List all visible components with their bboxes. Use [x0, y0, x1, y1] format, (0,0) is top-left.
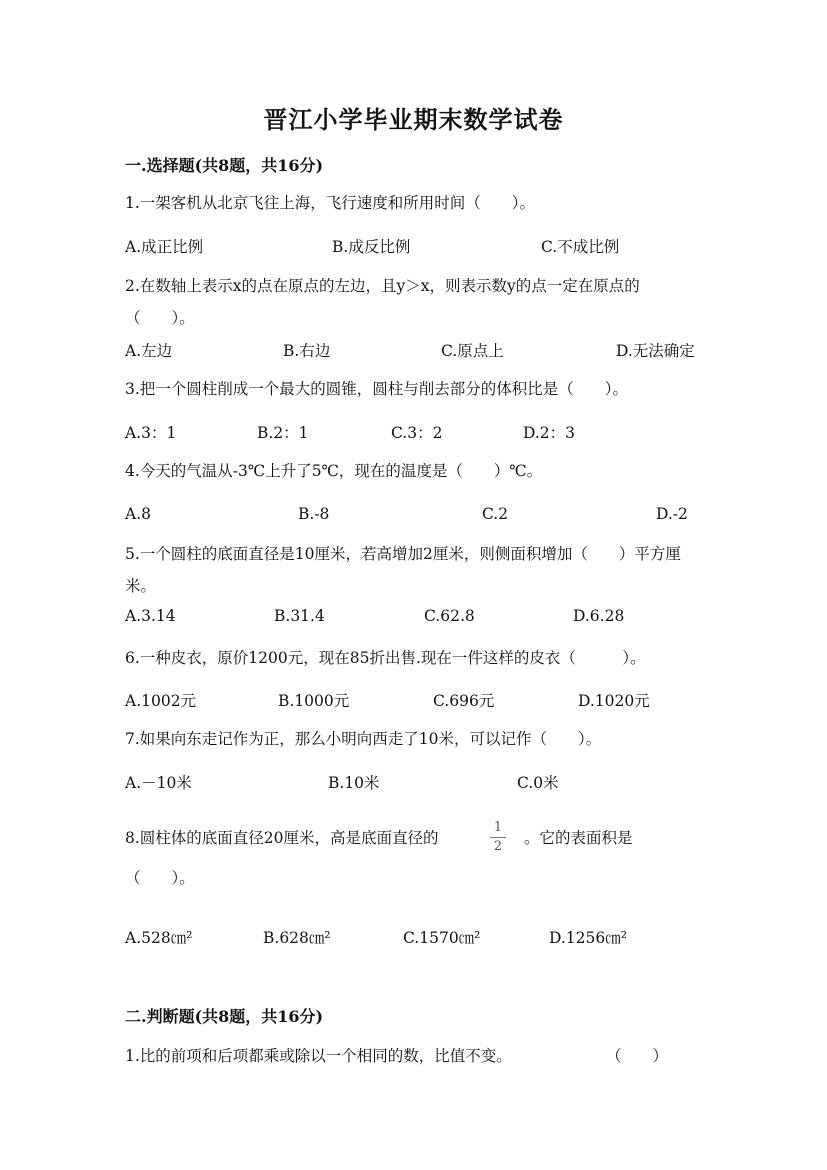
section-heading-choice: 一.选择题(共8题，共16分) — [125, 156, 324, 175]
question-6: 6.一种皮衣，原价1200元，现在85折出售.现在一件这样的皮衣（ ）。 — [125, 649, 646, 667]
option-5b: B.31.4 — [274, 607, 325, 625]
fraction-bar — [490, 837, 506, 838]
judgement-question-1: 1.比的前项和后项都乘或除以一个相同的数，比值不变。 — [125, 1047, 512, 1065]
option-2b: B.右边 — [283, 342, 331, 360]
option-4b: B.-8 — [298, 505, 330, 523]
option-1b: B.成反比例 — [332, 238, 411, 256]
option-8c: C.1570㎝² — [403, 929, 481, 947]
option-3a: A.3：1 — [125, 424, 177, 442]
option-8b: B.628㎝² — [263, 929, 331, 947]
fraction-one-half — [490, 820, 506, 855]
section-heading-judgement: 二.判断题(共8题，共16分) — [125, 1007, 324, 1026]
option-7b: B.10米 — [328, 774, 380, 792]
page-title: 晋江小学毕业期末数学试卷 — [263, 105, 564, 134]
question-7: 7.如果向东走记作为正，那么小明向西走了10米，可以记作（ ）。 — [125, 730, 602, 748]
question-2: 2.在数轴上表示x的点在原点的左边，且y＞x，则表示数y的点一定在原点的（ ）。 — [125, 277, 640, 327]
question-1: 1.一架客机从北京飞往上海，飞行速度和所用时间（ ）。 — [125, 194, 536, 212]
option-2d: D.无法确定 — [616, 342, 695, 360]
option-6a: A.1002元 — [125, 692, 197, 710]
option-2a: A.左边 — [125, 342, 173, 360]
question-5: 5.一个圆柱的底面直径是10厘米，若高增加2厘米，则侧面积增加（ ）平方厘米。 — [125, 545, 681, 595]
fraction-denominator: 2 — [493, 839, 503, 854]
option-4c: C.2 — [482, 505, 509, 523]
question-8-part1: 8.圆柱体的底面直径20厘米，高是底面直径的 — [125, 829, 439, 847]
option-7a: A.－10米 — [125, 774, 192, 792]
fraction-numerator: 1 — [493, 820, 503, 835]
option-1c: C.不成比例 — [541, 238, 620, 256]
option-6d: D.1020元 — [578, 692, 650, 710]
question-8-blank: （ ）。 — [125, 869, 195, 887]
option-3b: B.2：1 — [257, 424, 309, 442]
option-2c: C.原点上 — [441, 342, 504, 360]
option-5d: D.6.28 — [573, 607, 625, 625]
option-6c: C.696元 — [433, 692, 495, 710]
option-3c: C.3：2 — [391, 424, 443, 442]
question-8-part2: 。它的表面积是 — [524, 829, 633, 847]
option-8a: A.528㎝² — [125, 929, 193, 947]
option-5a: A.3.14 — [125, 607, 176, 625]
option-3d: D.2：3 — [523, 424, 576, 442]
judgement-answer-blank: （ ） — [606, 1047, 669, 1065]
option-8d: D.1256㎝² — [549, 929, 627, 947]
option-6b: B.1000元 — [278, 692, 350, 710]
option-4a: A.8 — [125, 505, 151, 523]
option-1a: A.成正比例 — [125, 238, 204, 256]
option-4d: D.-2 — [656, 505, 688, 523]
option-7c: C.0米 — [517, 774, 559, 792]
option-5c: C.62.8 — [424, 607, 475, 625]
question-3: 3.把一个圆柱削成一个最大的圆锥，圆柱与削去部分的体积比是（ ）。 — [125, 380, 629, 398]
question-4: 4.今天的气温从-3℃上升了5℃，现在的温度是（ ）℃。 — [125, 462, 543, 480]
